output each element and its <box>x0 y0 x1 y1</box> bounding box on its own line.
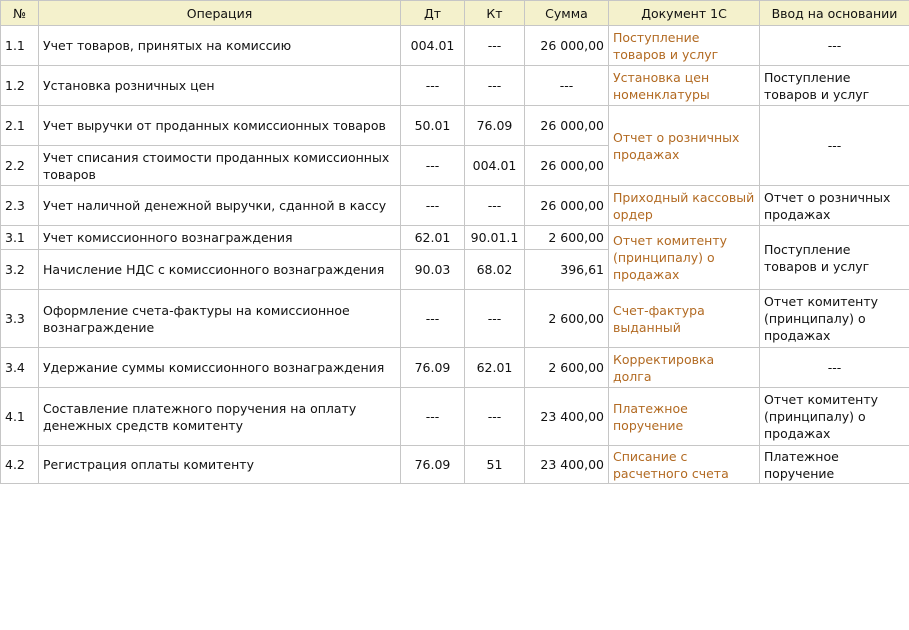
row-operation: Учет комиссионного вознаграждения <box>39 226 401 250</box>
row-base: Платежное поручение <box>760 446 909 484</box>
row-doc: Счет-фактура выданный <box>609 290 760 348</box>
row-dt: --- <box>401 66 465 106</box>
row-operation: Удержание суммы комиссионного вознаграждения <box>39 348 401 388</box>
row-num: 1.2 <box>1 66 39 106</box>
row-base: --- <box>760 106 909 186</box>
row-num: 2.3 <box>1 186 39 226</box>
header-base: Ввод на основании <box>760 1 909 26</box>
row-dt: 76.09 <box>401 446 465 484</box>
row-operation: Начисление НДС с комиссионного вознаграждения <box>39 250 401 290</box>
header-kt: Кт <box>465 1 525 26</box>
row-num: 4.2 <box>1 446 39 484</box>
row-kt: --- <box>465 186 525 226</box>
table-header-row <box>1 1 909 26</box>
row-sum: 2 600,00 <box>525 226 609 250</box>
row-kt: --- <box>465 290 525 348</box>
row-sum: 26 000,00 <box>525 106 609 146</box>
row-doc: Поступление товаров и услуг <box>609 26 760 66</box>
row-sum: 396,61 <box>525 250 609 290</box>
row-base: Поступление товаров и услуг <box>760 66 909 106</box>
table-row <box>1 388 909 446</box>
row-kt: 76.09 <box>465 106 525 146</box>
row-num: 1.1 <box>1 26 39 66</box>
row-kt: 004.01 <box>465 146 525 186</box>
row-sum: 26 000,00 <box>525 146 609 186</box>
row-base: Отчет о розничных продажах <box>760 186 909 226</box>
row-dt: --- <box>401 186 465 226</box>
row-kt: 68.02 <box>465 250 525 290</box>
row-num: 3.1 <box>1 226 39 250</box>
row-dt: 76.09 <box>401 348 465 388</box>
row-base: Отчет комитенту (принципалу) о продажах <box>760 290 909 348</box>
row-sum: 2 600,00 <box>525 348 609 388</box>
row-base: --- <box>760 26 909 66</box>
row-num: 3.2 <box>1 250 39 290</box>
row-doc: Отчет комитенту (принципалу) о продажах <box>609 226 760 290</box>
table-row <box>1 186 909 226</box>
row-kt: --- <box>465 66 525 106</box>
table-row <box>1 226 909 250</box>
row-kt: 90.01.1 <box>465 226 525 250</box>
row-operation: Регистрация оплаты комитенту <box>39 446 401 484</box>
table-row <box>1 446 909 484</box>
row-operation: Составление платежного поручения на оплату денежных средств комитенту <box>39 388 401 446</box>
header-doc: Документ 1С <box>609 1 760 26</box>
row-doc: Платежное поручение <box>609 388 760 446</box>
row-num: 4.1 <box>1 388 39 446</box>
table-row <box>1 26 909 66</box>
row-kt: 51 <box>465 446 525 484</box>
row-doc: Установка цен номенклатуры <box>609 66 760 106</box>
row-base: Отчет комитенту (принципалу) о продажах <box>760 388 909 446</box>
row-base: Поступление товаров и услуг <box>760 226 909 290</box>
row-doc: Списание с расчетного счета <box>609 446 760 484</box>
table-row <box>1 348 909 388</box>
header-operation: Операция <box>39 1 401 26</box>
header-sum: Сумма <box>525 1 609 26</box>
table-row <box>1 66 909 106</box>
table-row <box>1 290 909 348</box>
header-dt: Дт <box>401 1 465 26</box>
row-dt: --- <box>401 290 465 348</box>
row-operation: Оформление счета-фактуры на комиссионное вознаграждение <box>39 290 401 348</box>
row-kt: 62.01 <box>465 348 525 388</box>
row-sum: 23 400,00 <box>525 446 609 484</box>
row-operation: Учет выручки от проданных комиссионных товаров <box>39 106 401 146</box>
row-dt: 90.03 <box>401 250 465 290</box>
row-operation: Учет наличной денежной выручки, сданной в кассу <box>39 186 401 226</box>
row-doc: Отчет о розничных продажах <box>609 106 760 186</box>
row-dt: --- <box>401 146 465 186</box>
row-sum: 26 000,00 <box>525 186 609 226</box>
row-sum: 23 400,00 <box>525 388 609 446</box>
row-kt: --- <box>465 26 525 66</box>
row-doc: Приходный кассовый ордер <box>609 186 760 226</box>
header-num: № <box>1 1 39 26</box>
row-kt: --- <box>465 388 525 446</box>
row-num: 2.1 <box>1 106 39 146</box>
row-num: 2.2 <box>1 146 39 186</box>
table-row <box>1 106 909 146</box>
row-dt: --- <box>401 388 465 446</box>
row-base: --- <box>760 348 909 388</box>
row-sum: 26 000,00 <box>525 26 609 66</box>
row-dt: 50.01 <box>401 106 465 146</box>
row-operation: Установка розничных цен <box>39 66 401 106</box>
row-doc: Корректировка долга <box>609 348 760 388</box>
row-operation: Учет списания стоимости проданных комиссионных товаров <box>39 146 401 186</box>
row-sum: 2 600,00 <box>525 290 609 348</box>
row-num: 3.4 <box>1 348 39 388</box>
row-dt: 004.01 <box>401 26 465 66</box>
row-dt: 62.01 <box>401 226 465 250</box>
row-num: 3.3 <box>1 290 39 348</box>
row-operation: Учет товаров, принятых на комиссию <box>39 26 401 66</box>
row-sum: --- <box>525 66 609 106</box>
